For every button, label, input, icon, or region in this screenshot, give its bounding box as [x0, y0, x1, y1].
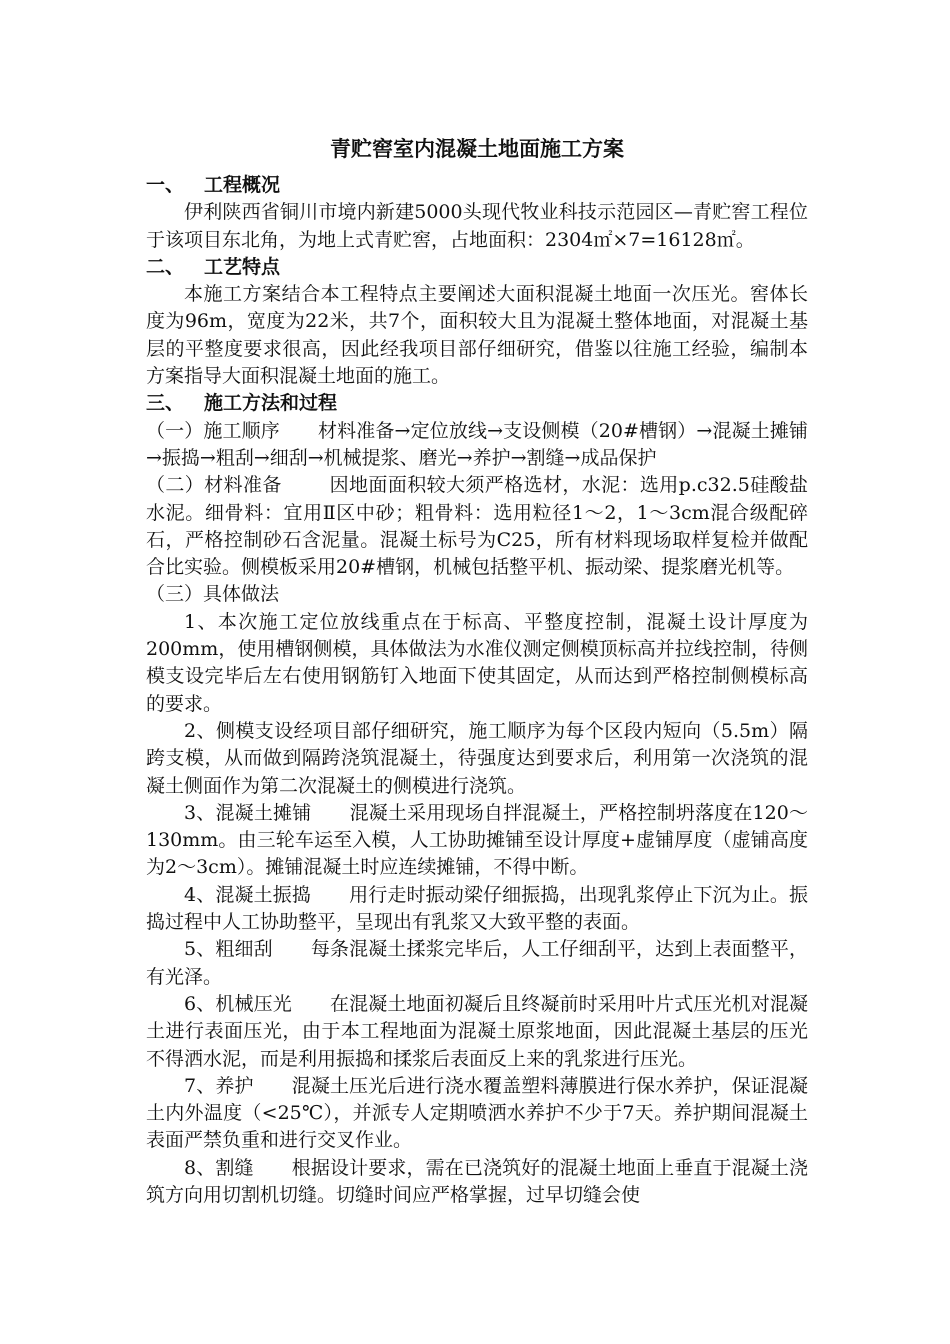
method-item-text: 每条混凝土揉浆完毕后，人工仔细刮平，达到上表面整平，有光泽。	[146, 938, 808, 988]
method-item-text: 用行走时振动梁仔细振捣，出现乳浆停止下沉为止。振捣过程中人工协助整平，呈现出有乳浆又大致平整的表面。	[146, 883, 808, 934]
section-2-title: 工艺特点	[204, 255, 281, 278]
method-item-title: 割缝	[215, 1156, 254, 1179]
method-item-number: 8、	[184, 1156, 216, 1179]
material-preparation-label: （二）材料准备	[146, 474, 282, 497]
section-3-number: 三、	[146, 392, 185, 415]
method-item	[146, 609, 808, 718]
method-item-number: 5、	[184, 938, 216, 961]
method-item	[146, 1073, 808, 1155]
method-item-title: 机械压光	[215, 992, 292, 1015]
method-item-number: 6、	[184, 992, 216, 1015]
method-item-number: 3、	[184, 801, 216, 824]
method-item-text: 混凝土压光后进行浇水覆盖塑料薄膜进行保水养护，保证混凝土内外温度（<25℃），并派专人定期喷洒水养护不少于7天。养护期间混凝土表面严禁负重和进行交叉作业。	[146, 1074, 808, 1152]
document-page	[146, 132, 808, 1209]
method-item-title: 混凝土摊铺	[215, 801, 312, 824]
section-1-body: 伊利陕西省铜川市境内新建5000头现代牧业科技示范园区—青贮窖工程位于该项目东北角，为地上式青贮窖，占地面积：2304㎡×7=16128㎡。	[146, 201, 808, 251]
method-item	[146, 718, 808, 800]
section-3-title: 施工方法和过程	[204, 392, 338, 415]
method-item-text: 混凝土采用现场自拌混凝土，严格控制坍落度在120～130mm。由三轮车运至入模，人工协助摊铺至设计厚度+虚铺厚度（虚铺高度为2～3cm）。摊铺混凝土时应连续摊铺，不得中断。	[146, 801, 808, 879]
specific-method-label: （三）具体做法	[146, 583, 280, 606]
section-2-body: 本施工方案结合本工程特点主要阐述大面积混凝土地面一次压光。窖体长度为96m，宽度为22米，共7个，面积较大且为混凝土整体地面，对混凝土基层的平整度要求很高，因此经我项目部仔细研究，借鉴以往施工经验，编制本方案指导大面积混凝土地面的施工。	[146, 283, 808, 388]
section-3-heading	[146, 390, 808, 417]
construction-sequence-body: 材料准备→定位放线→支设侧模（20#槽钢）→混凝土摊铺→振捣→粗刮→细刮→机械提浆、磨光→养护→割缝→成品保护	[146, 419, 808, 469]
construction-sequence	[146, 418, 808, 473]
section-1-number: 一、	[146, 174, 185, 196]
document-title: 青贮窖室内混凝土地面施工方案	[330, 137, 624, 161]
method-item	[146, 800, 808, 882]
section-2-number: 二、	[146, 255, 185, 278]
method-item	[146, 1155, 808, 1210]
construction-sequence-label: （一）施工顺序	[146, 419, 280, 442]
method-item-text: 根据设计要求，需在已浇筑好的混凝土地面上垂直于混凝土浇筑方向用切割机切缝。切缝时间应严格掌握，过早切缝会使	[146, 1156, 808, 1206]
method-item	[146, 991, 808, 1073]
method-item-title: 混凝土振捣	[215, 883, 311, 906]
material-preparation-body: 因地面面积较大须严格选材，水泥：选用p.c32.5硅酸盐水泥。细骨料：宜用Ⅱ区中砂；粗骨料：选用粒径1～2，1～3cm混合级配碎石，严格控制砂石含泥量。混凝土标号为C25，所有材料现场取样复检并做配合比实验。侧模板采用20#槽钢，机械包括整平机、振动梁、提浆磨光机等。	[146, 474, 808, 579]
section-1-title: 工程概况	[204, 174, 281, 196]
section-2-heading	[146, 254, 808, 281]
section-1-heading	[146, 172, 808, 199]
method-item-number: 1、	[184, 610, 218, 633]
method-item-text: 侧模支设经项目部仔细研究，施工顺序为每个区段内短向（5.5m）隔跨支模，从而做到隔跨浇筑混凝土，待强度达到要求后，利用第一次浇筑的混凝土侧面作为第二次混凝土的侧模进行浇筑。	[146, 719, 808, 797]
method-item-text: 本次施工定位放线重点在于标高、平整度控制，混凝土设计厚度为200mm，使用槽钢侧模，具体做法为水准仪测定侧模顶标高并拉线控制，待侧模支设完毕后左右使用钢筋钉入地面下使其固定，从而达到严格控制侧模标高的要求。	[146, 610, 808, 715]
method-item-text: 在混凝土地面初凝后且终凝前时采用叶片式压光机对混凝土进行表面压光，由于本工程地面为混凝土原浆地面，因此混凝土基层的压光不得洒水泥，而是利用振捣和揉浆后表面反上来的乳浆进行压光。	[146, 992, 808, 1070]
method-item	[146, 882, 808, 937]
method-item-title: 养护	[215, 1074, 254, 1097]
material-preparation	[146, 472, 808, 581]
method-item-number: 4、	[184, 883, 216, 906]
method-item-number: 7、	[184, 1074, 216, 1097]
method-item-title: 粗细刮	[215, 938, 273, 961]
method-item	[146, 936, 808, 991]
method-item-number: 2、	[184, 719, 216, 742]
